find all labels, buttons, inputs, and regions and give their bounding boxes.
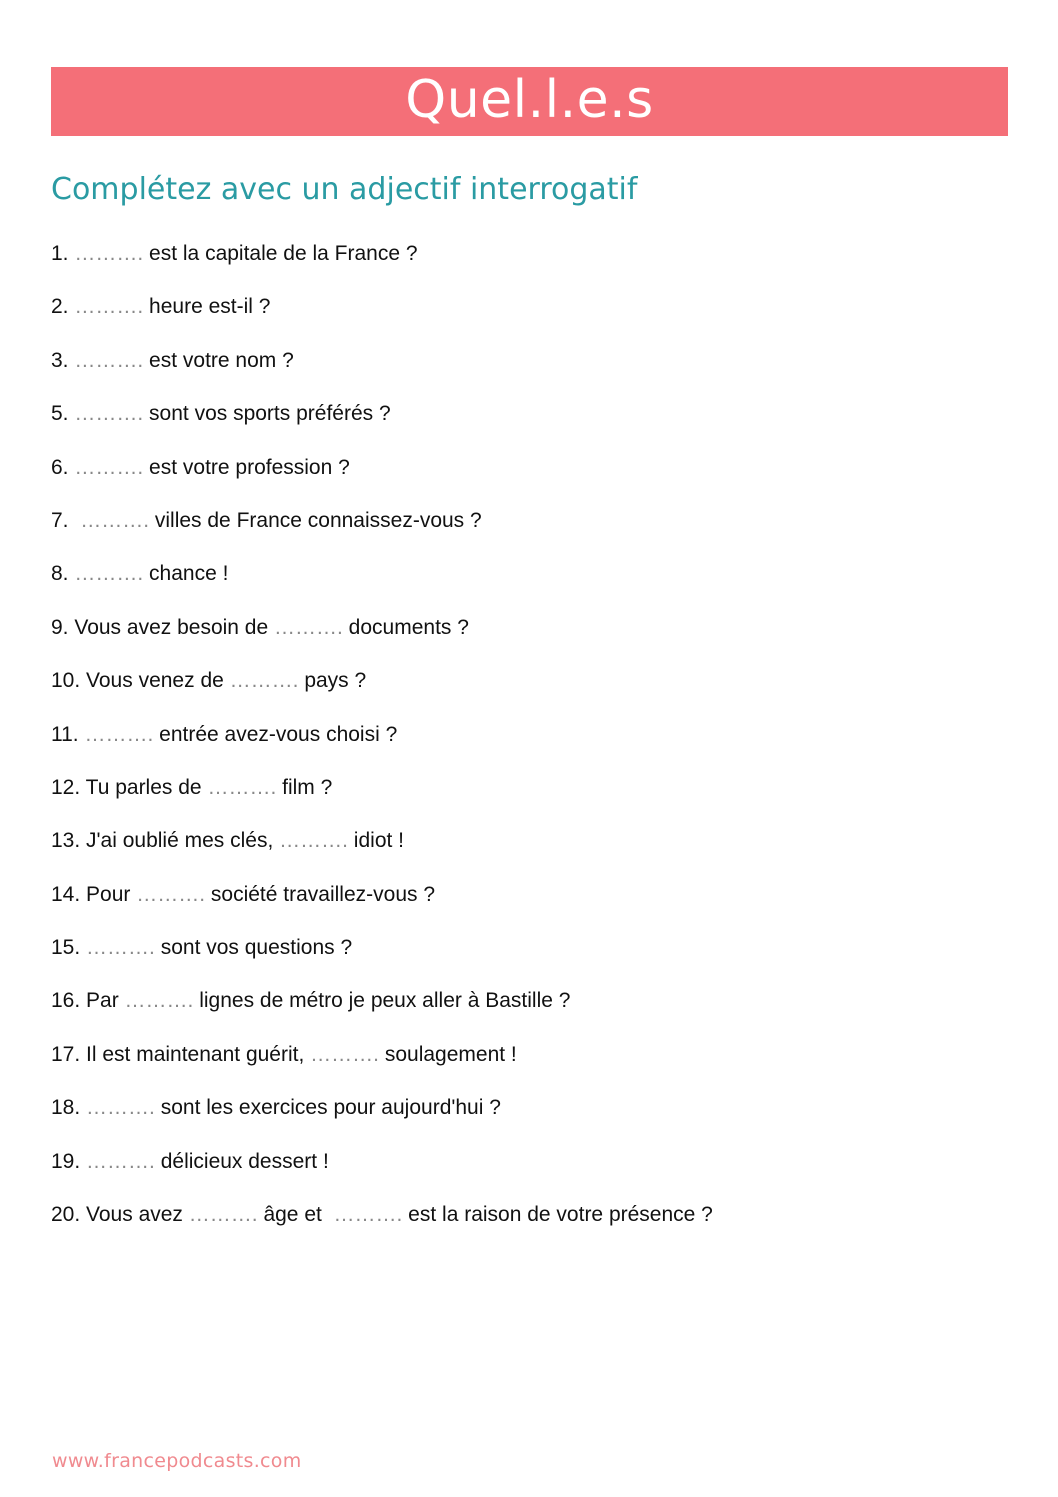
exercise-text: 6.: [51, 455, 75, 479]
answer-blank[interactable]: ……….: [207, 775, 277, 799]
exercise-item: [51, 612, 713, 665]
exercise-item: [51, 398, 713, 451]
exercise-item: [51, 345, 713, 398]
footer-website[interactable]: www.francepodcasts.com: [52, 1450, 302, 1472]
answer-blank[interactable]: ……….: [74, 348, 144, 372]
exercise-text: délicieux dessert !: [154, 1149, 329, 1173]
answer-blank[interactable]: ……….: [274, 615, 343, 639]
exercise-text: lignes de métro je peux aller à Bastille ?: [193, 989, 571, 1013]
exercise-text: 9. Vous avez besoin de: [51, 615, 274, 639]
exercise-text: 5.: [51, 402, 75, 426]
exercise-text: 8.: [51, 562, 75, 586]
exercise-text: 1.: [51, 242, 75, 265]
exercise-text: heure est-il ?: [143, 295, 271, 319]
exercise-item: [51, 1199, 713, 1252]
answer-blank[interactable]: ……….: [86, 1149, 155, 1173]
answer-blank[interactable]: ……….: [74, 562, 144, 586]
answer-blank[interactable]: ……….: [229, 669, 299, 693]
exercise-text: soulagement !: [379, 1042, 517, 1066]
exercise-text: est la raison de votre présence ?: [402, 1203, 713, 1227]
exercise-item: [51, 985, 713, 1038]
answer-blank[interactable]: ……….: [86, 1096, 155, 1120]
exercise-text: 13. J'ai oublié mes clés,: [51, 829, 280, 853]
exercise-text: 12. Tu parles de: [51, 775, 208, 799]
exercise-text: entrée avez-vous choisi ?: [153, 722, 398, 746]
exercise-list: [51, 238, 713, 1252]
exercise-text: villes de France connaissez-vous ?: [149, 508, 482, 532]
answer-blank[interactable]: ……….: [84, 722, 154, 746]
exercise-text: 17. Il est maintenant guérit,: [51, 1042, 311, 1066]
exercise-text: est votre nom ?: [143, 348, 294, 372]
exercise-text: 11.: [51, 722, 85, 746]
exercise-item: [51, 238, 713, 291]
exercise-text: sont vos questions ?: [154, 936, 353, 960]
exercise-text: idiot !: [347, 829, 404, 853]
exercise-instructions: Complétez avec un adjectif interrogatif: [51, 172, 638, 207]
exercise-text: 15.: [51, 936, 87, 960]
exercise-text: 2.: [51, 295, 75, 319]
exercise-item: [51, 291, 713, 344]
answer-blank[interactable]: ……….: [124, 989, 194, 1013]
exercise-item: [51, 719, 713, 772]
exercise-text: documents ?: [342, 615, 469, 639]
answer-blank[interactable]: ……….: [80, 508, 150, 532]
exercise-item: [51, 1039, 713, 1092]
exercise-item: [51, 665, 713, 718]
exercise-text: société travaillez-vous ?: [205, 882, 436, 906]
exercise-text: sont les exercices pour aujourd'hui ?: [154, 1096, 501, 1120]
exercise-text: âge et: [257, 1203, 334, 1227]
exercise-text: 7.: [51, 508, 81, 532]
answer-blank[interactable]: ……….: [333, 1203, 403, 1227]
exercise-text: pays ?: [298, 669, 367, 693]
exercise-text: chance !: [143, 562, 229, 586]
answer-blank[interactable]: ……….: [74, 242, 144, 265]
exercise-item: [51, 932, 713, 985]
exercise-item: [51, 1092, 713, 1145]
exercise-text: 18.: [51, 1096, 87, 1120]
exercise-text: 16. Par: [51, 989, 125, 1013]
exercise-text: sont vos sports préférés ?: [143, 402, 391, 426]
exercise-item: [51, 1146, 713, 1199]
exercise-text: 14. Pour: [51, 882, 137, 906]
answer-blank[interactable]: ……….: [74, 455, 144, 479]
exercise-text: est la capitale de la France ?: [143, 242, 418, 265]
answer-blank[interactable]: ……….: [188, 1203, 258, 1227]
answer-blank[interactable]: ……….: [136, 882, 206, 906]
exercise-item: [51, 879, 713, 932]
exercise-item: [51, 558, 713, 611]
exercise-item: [51, 452, 713, 505]
answer-blank[interactable]: ……….: [279, 829, 348, 853]
exercise-item: [51, 505, 713, 558]
answer-blank[interactable]: ……….: [74, 402, 144, 426]
exercise-item: [51, 825, 713, 878]
answer-blank[interactable]: ……….: [86, 936, 155, 960]
answer-blank[interactable]: ……….: [74, 295, 144, 319]
exercise-text: 3.: [51, 348, 75, 372]
exercise-text: est votre profession ?: [143, 455, 350, 479]
exercise-text: film ?: [276, 775, 333, 799]
exercise-item: [51, 772, 713, 825]
title-banner: [51, 67, 1008, 136]
exercise-text: 19.: [51, 1149, 87, 1173]
exercise-text: 20. Vous avez: [51, 1203, 189, 1227]
answer-blank[interactable]: ……….: [310, 1042, 379, 1066]
page-title: Quel.l.e.s: [405, 69, 654, 130]
exercise-text: 10. Vous venez de: [51, 669, 230, 693]
